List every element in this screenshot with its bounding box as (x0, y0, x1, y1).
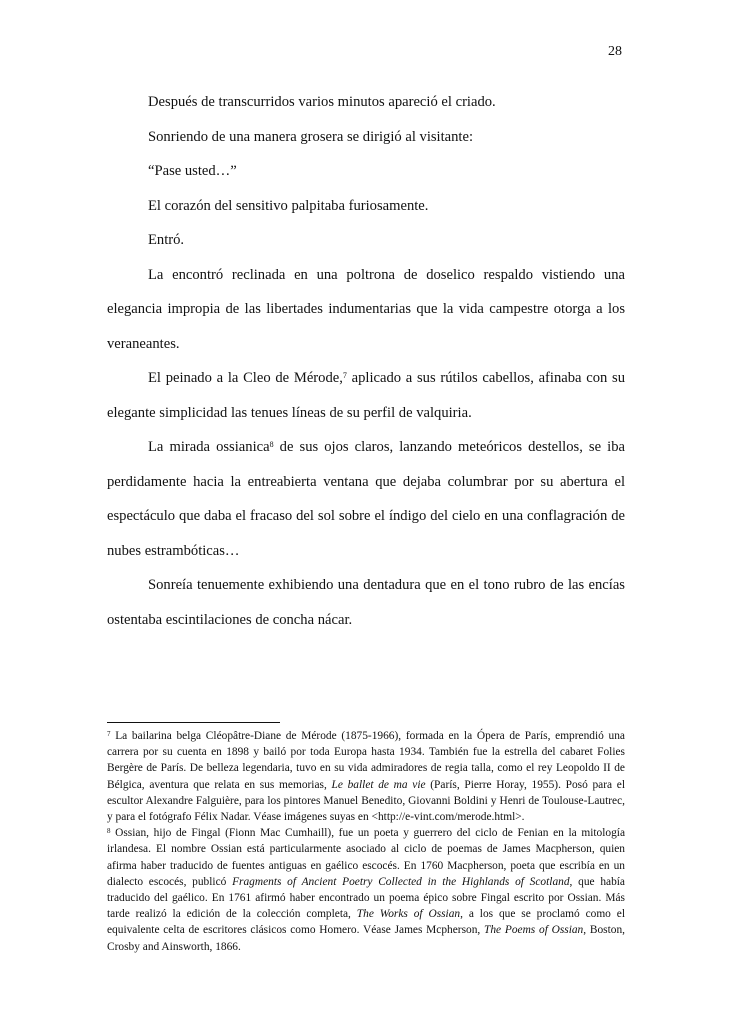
footnote-7 (107, 728, 625, 825)
text-run: de sus ojos claros, lanzando meteóricos destellos, se iba perdidamente hacia la entreabierta ventana que dejaba columbrar por su abertura el espectáculo que daba el fracaso del sol sobre el índigo del cielo en una conflagración de nubes estrambóticas… (107, 439, 625, 559)
footnote-8 (107, 825, 625, 955)
paragraph: Sonriendo de una manera grosera se dirigió al visitante: (148, 128, 474, 145)
text-run: La bailarina belga Cléopâtre-Diane de Mérode (1875-1966), formada en la Ópera de París, emprendió una carrera por su cuenta en 1898 y bailó por toda Europa hasta 1934. También fue la estrella del cabaret Folies Bergère de París. De belleza legendaria, tuvo en su vida admiradores de regia talla, como el rey Leopoldo II de Bélgica, aventura que relata en sus memorias, (107, 730, 625, 791)
footnotes (107, 728, 625, 955)
paragraph: El corazón del sensitivo palpitaba furiosamente. (148, 197, 429, 214)
text-run: , a los que se proclamó como el equivalente celta de escritores clásicos como Homero. Véase James Mcpherson, (107, 908, 625, 937)
text-run: (París, Pierre Horay, 1955). Posó para el escultor Alexandre Falguière, para los pintores Manuel Benedito, Giovanni Boldini y Henri de Toulouse-Lautrec, y para el fotógrafo Félix Nadar. Véase imágenes suyas en <http://e-vint.com/merode.html>. (107, 778, 625, 824)
text-run: , Boston, Crosby and Ainsworth, 1866. (107, 924, 625, 953)
paragraph: Entró. (148, 232, 185, 248)
book-title: Fragments of Ancient Poetry Collected in the Highlands of Scotland (232, 875, 570, 888)
text-run: , que había traducido del gaélico. En 1761 afirmó haber encontrado un poema épico sobre Fingal escrito por Ossian. Más tarde realizó la edición de la colección completa, (107, 875, 625, 921)
paragraph (107, 430, 625, 568)
paragraph: La encontró reclinada en una poltrona de doselico respaldo vistiendo una elegancia impropia de las libertades indumentarias que la vida campestre otorga a los veraneantes. (107, 266, 625, 352)
text-run: Ossian, hijo de Fingal (Fionn Mac Cumhaill), fue un poeta y guerrero del ciclo de Fenian en la mitología irlandesa. El nombre Ossian está particularmente asociado al ciclo de poemas de James Macpherson, quien afirma haber traducido de fuentes antiguas en gaélico escocés. En 1760 Macpherson, poeta que escribía en un dialecto escocés, publicó (107, 827, 625, 888)
footnote-ref-8[interactable]: 8 (269, 440, 274, 449)
book-title: The Poems of Ossian (484, 924, 584, 937)
paragraph: Sonreía tenuemente exhibiendo una dentadura que en el tono rubro de las encías ostentaba escintilaciones de concha nácar. (107, 577, 625, 628)
paragraph (107, 361, 625, 430)
footnote-ref-7[interactable]: 7 (342, 371, 347, 380)
paragraph: Después de transcurridos varios minutos apareció el criado. (148, 94, 496, 110)
text-run: aplicado a sus rútilos cabellos, afinaba con su elegante simplicidad las tenues líneas de su perfil de valquiria. (107, 370, 626, 421)
main-text (107, 85, 625, 637)
page-number: 28 (608, 44, 622, 59)
footnote-number: 8 (107, 827, 111, 836)
footnote-number: 7 (107, 730, 111, 738)
book-title: The Works of Ossian (356, 908, 461, 921)
book-title: Le ballet de ma vie (331, 778, 426, 791)
paragraph: “Pase usted…” (148, 163, 237, 179)
text-run: El peinado a la Cleo de Mérode, (148, 370, 343, 386)
footnote-separator (107, 722, 280, 723)
text-run: La mirada ossianica (148, 439, 270, 455)
